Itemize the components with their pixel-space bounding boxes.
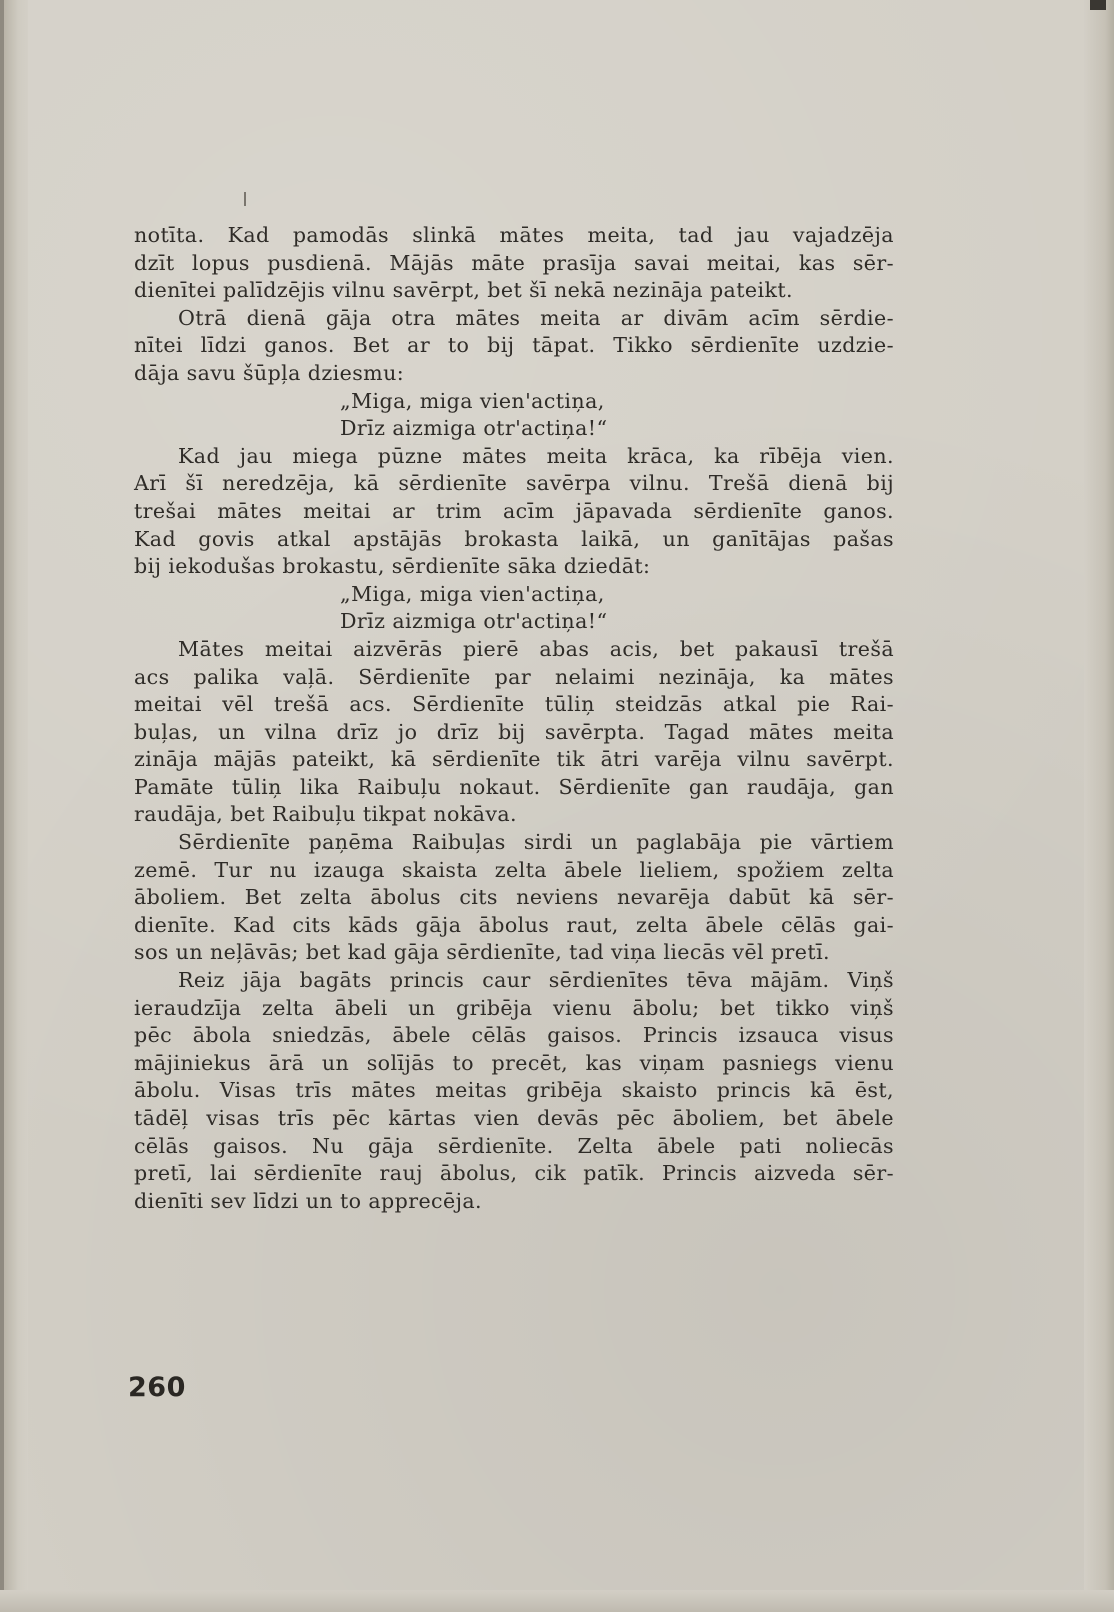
verse-line: Drīz aizmiga otr'actiņa!“ (340, 609, 608, 634)
text-line: dāja savu šūpļa dziesmu: (134, 360, 405, 385)
text-line: pēc ābola sniedzās, ābele cēlās gaisos. Princis izsauca visus (134, 1023, 894, 1048)
verse-line: „Miga, miga vien'actiņa, (340, 388, 605, 413)
text-line: notīta. Kad pamodās slinkā mātes meita, tad jau vajadzēja (134, 223, 894, 247)
text-line: Reiz jāja bagāts princis caur sērdienītes tēva mājām. Viņš (178, 968, 894, 993)
text-line: nītei līdzi ganos. Bet ar to bij tāpat. Tikko sērdienīte uzdzie- (134, 333, 894, 358)
ink-speck (244, 192, 246, 206)
page-bottom-edge (0, 1590, 1114, 1612)
body-text (134, 222, 894, 1215)
text-line: dienītei palīdzējis vilnu savērpt, bet šī nekā nezināja pateikt. (134, 278, 793, 303)
page-number: 260 (128, 1372, 186, 1403)
text-line: āboliem. Bet zelta ābolus cits neviens nevarēja dabūt kā sēr- (134, 885, 894, 910)
page-right-edge (1084, 0, 1114, 1612)
text-line: ābolu. Visas trīs mātes meitas gribēja skaisto princis kā ēst, (134, 1078, 894, 1103)
text-line: zemē. Tur nu izauga skaista zelta ābele lieliem, spožiem zelta (134, 857, 894, 882)
text-line: Kad jau miega pūzne mātes meita krāca, ka rībēja vien. (178, 443, 894, 468)
text-line: buļas, un vilna drīz jo drīz bij savērpta. Tagad mātes meita (134, 719, 894, 744)
text-line: mājiniekus ārā un solījās to precēt, kas viņam pasniegs vienu (134, 1050, 894, 1075)
verse-line: Drīz aizmiga otr'actiņa!“ (340, 416, 608, 441)
verse-line: „Miga, miga vien'actiņa, (340, 581, 605, 606)
text-line: meitai vēl trešā acs. Sērdienīte tūliņ steidzās atkal pie Rai- (134, 692, 894, 717)
page-corner-mark (1090, 0, 1106, 10)
text-line: dienīte. Kad cits kāds gāja ābolus raut, zelta ābele cēlās gai- (134, 912, 894, 937)
text-line: cēlās gaisos. Nu gāja sērdienīte. Zelta ābele pati noliecās (134, 1133, 894, 1158)
text-line: bij iekodušas brokastu, sērdienīte sāka dziedāt: (134, 554, 651, 579)
text-line: Mātes meitai aizvērās pierē abas acis, bet pakausī trešā (178, 636, 894, 661)
text-line: raudāja, bet Raibuļu tikpat nokāva. (134, 802, 517, 827)
text-line: dienīti sev līdzi un to apprecēja. (134, 1188, 482, 1213)
text-line: tādēļ visas trīs pēc kārtas vien devās pēc āboliem, bet ābele (134, 1106, 894, 1130)
text-line: zināja mājās pateikt, kā sērdienīte tik ātri varēja vilnu savērpt. (134, 747, 894, 772)
text-line: ieraudzīja zelta ābeli un gribēja vienu ābolu; bet tikko viņš (134, 995, 894, 1020)
text-line: pretī, lai sērdienīte rauj ābolus, cik patīk. Princis aizveda sēr- (134, 1161, 894, 1186)
text-line: Kad govis atkal apstājās brokasta laikā, un ganītājas pašas (134, 526, 894, 551)
text-line: sos un neļāvās; bet kad gāja sērdienīte, tad viņa liecās vēl pretī. (134, 940, 830, 965)
page-spine-edge (0, 0, 28, 1612)
text-line: Pamāte tūliņ lika Raibuļu nokaut. Sērdienīte gan raudāja, gan (134, 774, 894, 799)
text-line: Sērdienīte paņēma Raibuļas sirdi un paglabāja pie vārtiem (178, 830, 894, 855)
text-line: acs palika vaļā. Sērdienīte par nelaimi nezināja, ka mātes (134, 664, 894, 689)
text-line: dzīt lopus pusdienā. Mājās māte prasīja savai meitai, kas sēr- (134, 250, 894, 275)
text-line: trešai mātes meitai ar trim acīm jāpavada sērdienīte ganos. (134, 498, 894, 523)
text-line: Arī šī neredzēja, kā sērdienīte savērpa vilnu. Trešā dienā bij (134, 471, 894, 496)
text-line: Otrā dienā gāja otra mātes meita ar divām acīm sērdie- (178, 305, 894, 330)
